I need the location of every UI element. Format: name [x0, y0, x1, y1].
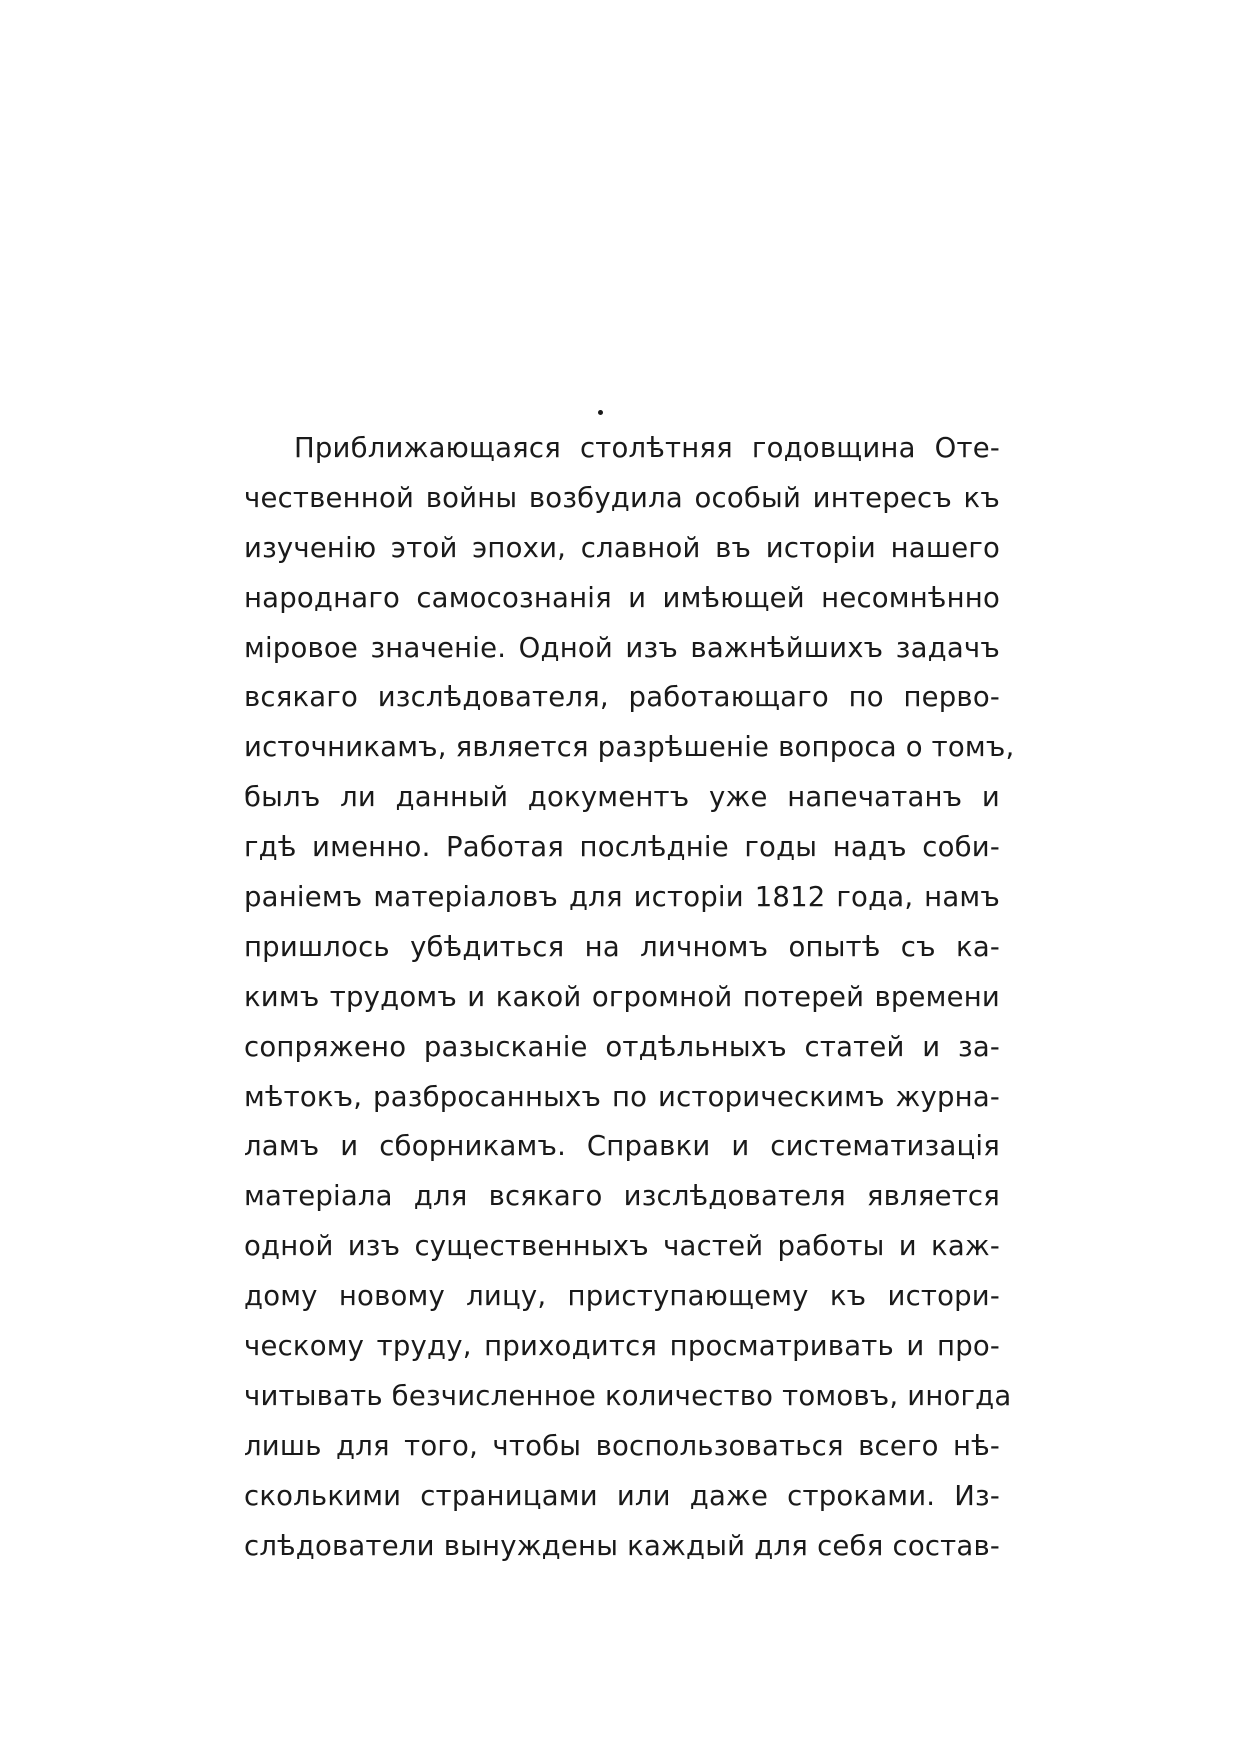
paragraph-line: мѣтокъ, разбросанныхъ по историческимъ журна- — [244, 1080, 1000, 1113]
paragraph-line: ческому труду, приходится просматривать и про- — [244, 1330, 1000, 1363]
paragraph-line: народнаго самосознанія и имѣющей несомнѣнно — [244, 581, 1000, 614]
paragraph-line: раніемъ матеріаловъ для исторіи 1812 года, намъ — [244, 881, 1000, 914]
ink-speck — [598, 410, 603, 415]
paragraph-line: слѣдователи вынуждены каждый для себя состав- — [244, 1529, 1000, 1562]
paragraph-line: всякаго изслѣдователя, работающаго по перво- — [244, 681, 1000, 714]
paragraph-line: источникамъ, является разрѣшеніе вопроса о томъ, — [244, 731, 1015, 764]
paragraph-line: пришлось убѣдиться на личномъ опытѣ съ ка- — [244, 930, 1000, 963]
paragraph-line: гдѣ именно. Работая послѣдніе годы надъ соби- — [244, 831, 1000, 864]
paragraph-line: Приближающаяся столѣтняя годовщина Оте- — [294, 432, 1000, 464]
body-paragraph — [244, 424, 1015, 1571]
paragraph-line: матеріала для всякаго изслѣдователя является — [244, 1180, 1000, 1213]
paragraph-line: чественной войны возбудила особый интересъ къ — [244, 481, 1000, 514]
paragraph-line: лишь для того, чтобы воспользоваться всего нѣ- — [244, 1429, 1000, 1462]
paragraph-line: кимъ трудомъ и какой огромной потерей времени — [244, 980, 1000, 1013]
paragraph-line: сколькими страницами или даже строками. Из- — [244, 1479, 1000, 1512]
paragraph-line: читывать безчисленное количество томовъ, иногда — [244, 1379, 1012, 1412]
paragraph-line: ламъ и сборникамъ. Справки и систематизація — [244, 1130, 1000, 1163]
paragraph-line: былъ ли данный документъ уже напечатанъ и — [244, 781, 1000, 814]
paragraph-line: изученію этой эпохи, славной въ исторіи нашего — [244, 531, 1000, 564]
paragraph-line: міровое значеніе. Одной изъ важнѣйшихъ задачъ — [244, 631, 1000, 664]
paragraph-line: сопряжено разысканіе отдѣльныхъ статей и за- — [244, 1030, 1000, 1063]
paragraph-line: дому новому лицу, приступающему къ истори- — [244, 1280, 1000, 1313]
paragraph-line: одной изъ существенныхъ частей работы и каж- — [244, 1230, 1000, 1263]
